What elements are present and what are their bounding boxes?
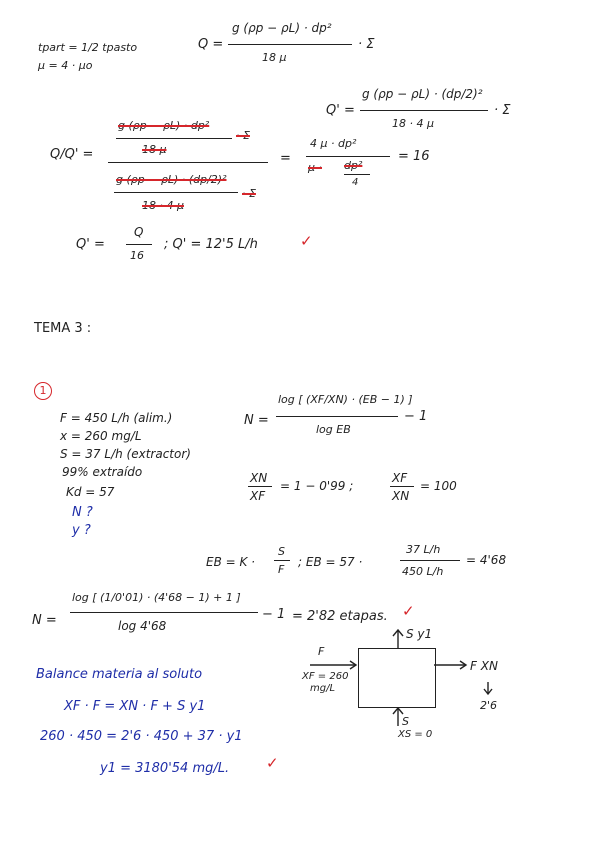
diag-right-value: 2'6 (480, 699, 498, 712)
balance-eq1: XF · F = XN · F + S y1 (64, 699, 206, 714)
ratio-lhs: Q/Q' = (50, 147, 94, 162)
rx-lhs-num: XN (250, 471, 268, 485)
section-title: TEMA 3 : (34, 321, 92, 336)
qprime-den: 16 (130, 249, 144, 262)
simp-num: 4 μ · dp² (310, 137, 357, 150)
fn-lhs: N = (244, 413, 269, 428)
diag-bottom-xs: XS = 0 (398, 729, 433, 740)
eb-def-num: S (278, 545, 285, 558)
simp-den-a: μ · (308, 161, 322, 174)
nc-den: log 4'68 (118, 619, 167, 633)
diag-left-unit: mg/L (310, 683, 336, 694)
given-kd: Kd = 57 (66, 485, 115, 499)
given-s: S = 37 L/h (extractor) (60, 447, 191, 461)
rx-lhs-den: XF (250, 489, 266, 503)
eq-qp-num: g (ρp − ρL) · (dp/2)² (362, 87, 483, 101)
ratio-num-den: 18 μ (142, 143, 167, 156)
ratio-eq: = (280, 151, 291, 166)
nc-num: log [ (1/0'01) · (4'68 − 1) + 1 ] (72, 591, 241, 604)
eb-def-den: F (278, 563, 285, 576)
unknown-n: N ? (72, 505, 93, 520)
eq-qp-tail: · Σ (494, 103, 511, 118)
item-number: 1 (39, 384, 47, 397)
fn-den: log EB (316, 423, 351, 436)
var-mu: μ = 4 · μo (38, 59, 93, 72)
unknown-y: y ? (72, 523, 91, 538)
balance-title: Balance materia al soluto (36, 667, 203, 682)
ratio-den-num: g (ρp − ρL) · (dp/2)² (116, 173, 227, 186)
eb-sep: ; EB = 57 · (298, 555, 363, 569)
simp-den-c: 4 (352, 177, 359, 188)
check-mark-icon: ✓ (300, 232, 313, 250)
eq-qp-lhs: Q' = (326, 103, 355, 118)
given-extr: 99% extraído (62, 465, 143, 479)
eb-result: = 4'68 (466, 553, 507, 567)
rx-rhs-result: = 100 (420, 479, 457, 493)
eb-val-den: 450 L/h (402, 565, 444, 578)
diag-left-xf: XF = 260 (302, 671, 349, 682)
fn-tail: − 1 (404, 409, 428, 424)
nc-tail: − 1 (262, 607, 286, 622)
eb-val-num: 37 L/h (406, 543, 441, 556)
check-mark-icon-3: ✓ (266, 754, 279, 772)
ratio-num-num: g (ρp − ρL) · dp² (118, 119, 210, 132)
eq-q-den: 18 μ (262, 51, 287, 64)
rx-middle: = 1 − 0'99 ; (280, 479, 354, 493)
diag-top-label: S y1 (406, 627, 433, 641)
ratio-den-den: 18 · 4 μ (142, 199, 184, 212)
ratio-num-tail: · Σ (236, 129, 250, 142)
balance-eq3: y1 = 3180'54 mg/L. (100, 761, 230, 776)
check-mark-icon-2: ✓ (402, 602, 415, 620)
diag-bottom-s: S (402, 715, 409, 728)
diag-right-label: F XN (470, 659, 498, 673)
ratio-den-tail: · Σ (242, 187, 256, 200)
eq-qp-den: 18 · 4 μ (392, 117, 434, 130)
nc-result: = 2'82 etapas. (292, 609, 388, 624)
eb-lhs: EB = K · (206, 555, 255, 569)
given-f: F = 450 L/h (alim.) (60, 411, 173, 425)
nc-lhs: N = (32, 613, 57, 628)
rx-rhs-num: XF (392, 471, 408, 485)
diag-left-f: F (318, 645, 325, 658)
var-tpart: tpart = 1/2 tpasto (38, 41, 138, 54)
given-x: x = 260 mg/L (60, 429, 142, 443)
balance-eq2: 260 · 450 = 2'6 · 450 + 37 · y1 (40, 729, 243, 744)
eq-q-num: g (ρp − ρL) · dp² (232, 21, 332, 35)
qprime-lhs: Q' = (76, 237, 105, 252)
ratio-result: = 16 (398, 149, 430, 164)
eq-q-lhs: Q = (198, 37, 224, 52)
rx-rhs-den: XN (392, 489, 410, 503)
eq-q-tail: · Σ (358, 37, 375, 52)
simp-den-b: dp² (344, 159, 363, 172)
fn-num: log [ (XF/XN) · (EB − 1) ] (278, 393, 413, 406)
qprime-num: Q (134, 225, 144, 239)
qprime-result: ; Q' = 12'5 L/h (164, 237, 258, 252)
